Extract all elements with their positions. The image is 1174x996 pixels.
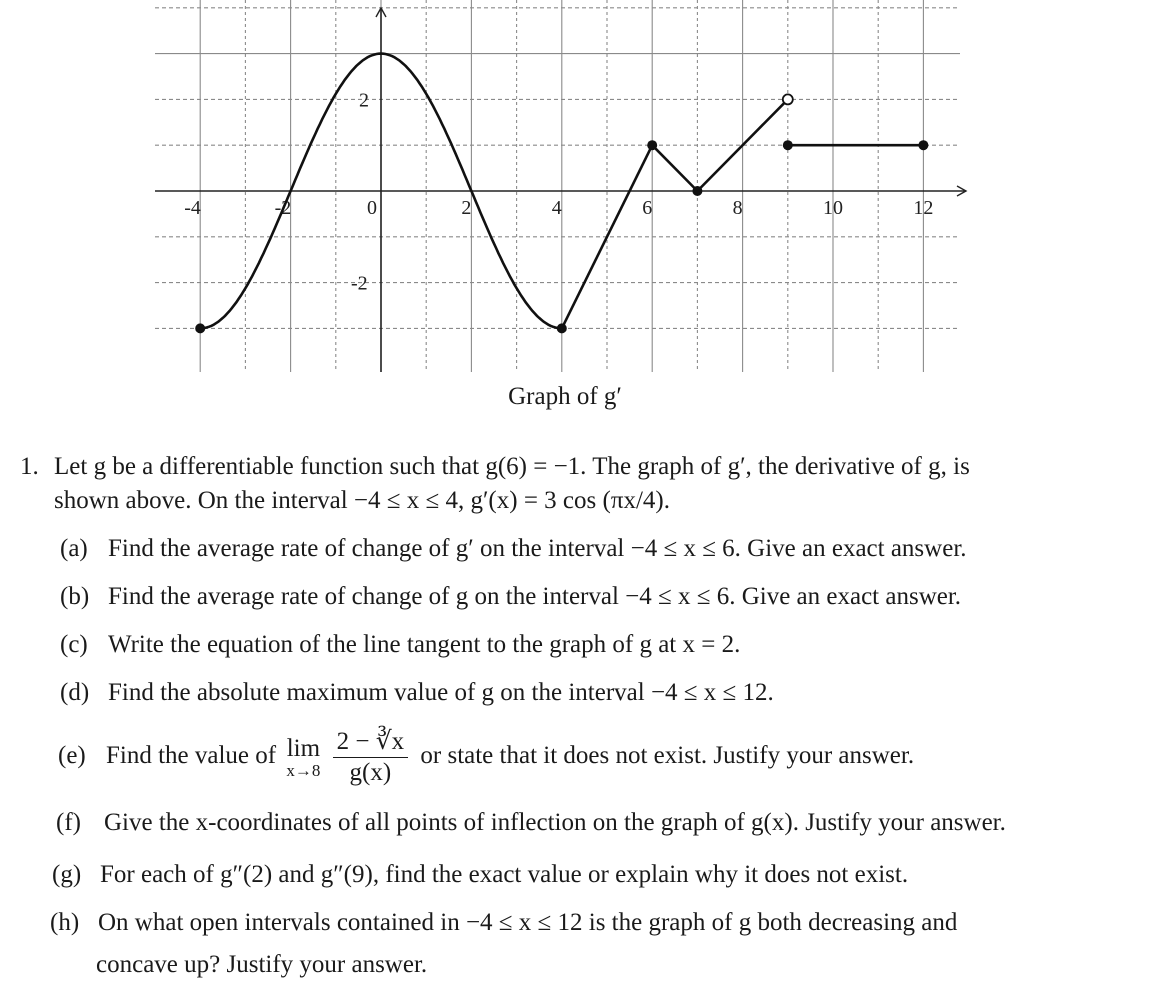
intro-line-1: Let g be a differentiable function such that g(6) = −1. The graph of g′, the derivative of g, is	[54, 453, 970, 480]
closed-point	[783, 140, 793, 150]
part-text: Find the absolute maximum value of g on the interval −4 ≤ x ≤ 12.	[108, 679, 774, 706]
part-label: (c)	[60, 631, 88, 658]
closed-point	[647, 140, 657, 150]
part-c	[60, 628, 740, 662]
part-f	[56, 806, 1006, 840]
part-text: Write the equation of the line tangent to the graph of g at x = 2.	[108, 631, 741, 658]
part-label: (d)	[60, 679, 90, 706]
derivative-graph	[140, 0, 980, 380]
problem-number: 1.	[20, 453, 39, 480]
x-tick-label: -2	[274, 197, 292, 219]
part-label: (a)	[60, 535, 88, 562]
x-tick-label: -4	[184, 197, 201, 219]
part-a	[60, 532, 967, 566]
part-label: (f)	[56, 809, 81, 836]
lim-text: lim	[286, 734, 321, 762]
part-text-2: concave up? Justify your answer.	[96, 951, 428, 978]
limit-fraction	[333, 727, 409, 788]
lim-subscript: x→8	[286, 760, 321, 780]
part-label: (h)	[50, 909, 80, 936]
x-tick-label: 12	[913, 197, 934, 219]
part-label: (b)	[60, 583, 90, 610]
intro-line-2: shown above. On the interval −4 ≤ x ≤ 4, g′(x) = 3 cos (πx/4).	[54, 487, 670, 514]
part-label: (g)	[52, 861, 82, 888]
y-tick-label: 2	[359, 89, 369, 112]
closed-point	[195, 323, 205, 333]
part-h-continued	[96, 948, 427, 982]
part-d	[60, 676, 774, 710]
curve-line-6-7	[652, 145, 697, 191]
x-tick-label: 6	[642, 197, 653, 219]
x-tick-label: 2	[461, 197, 472, 219]
part-h	[50, 906, 957, 940]
part-text: Find the average rate of change of g on the interval −4 ≤ x ≤ 6. Give an exact answer.	[108, 583, 962, 610]
open-point	[783, 94, 793, 104]
x-tick-label: 0	[367, 197, 377, 219]
y-tick-label: -2	[351, 272, 368, 295]
part-g	[52, 858, 908, 892]
part-text-before: Find the value of	[106, 742, 277, 770]
grid-lines	[155, 0, 960, 372]
part-label: (e)	[58, 742, 86, 770]
part-text: Give the x-coordinates of all points of inflection on the graph of g(x). Justify your answer.	[104, 809, 1006, 836]
x-tick-label: 10	[823, 197, 843, 219]
part-text-after: or state that it does not exist. Justify your answer.	[420, 742, 915, 770]
x-tick-label: 4	[551, 197, 562, 219]
fraction-denominator: g(x)	[349, 759, 392, 786]
part-text: Find the average rate of change of g′ on the interval −4 ≤ x ≤ 6. Give an exact answer.	[108, 535, 967, 562]
problem-intro	[20, 450, 1160, 518]
closed-point	[692, 186, 702, 196]
part-b	[60, 580, 961, 614]
closed-point	[557, 323, 567, 333]
closed-point	[918, 140, 928, 150]
limit-operator	[286, 736, 320, 780]
axes	[155, 8, 966, 372]
part-text: On what open intervals contained in −4 ≤ x ≤ 12 is the graph of g both decreasing and	[98, 909, 958, 936]
part-e	[58, 727, 914, 788]
part-text: For each of g″(2) and g″(9), find the exact value or explain why it does not exist.	[100, 861, 909, 888]
tick-labels	[184, 89, 933, 294]
x-tick-label: 8	[732, 197, 743, 219]
fraction-numerator: 2 − ∛x	[333, 727, 409, 758]
graph-caption: Graph of g′	[508, 383, 622, 410]
